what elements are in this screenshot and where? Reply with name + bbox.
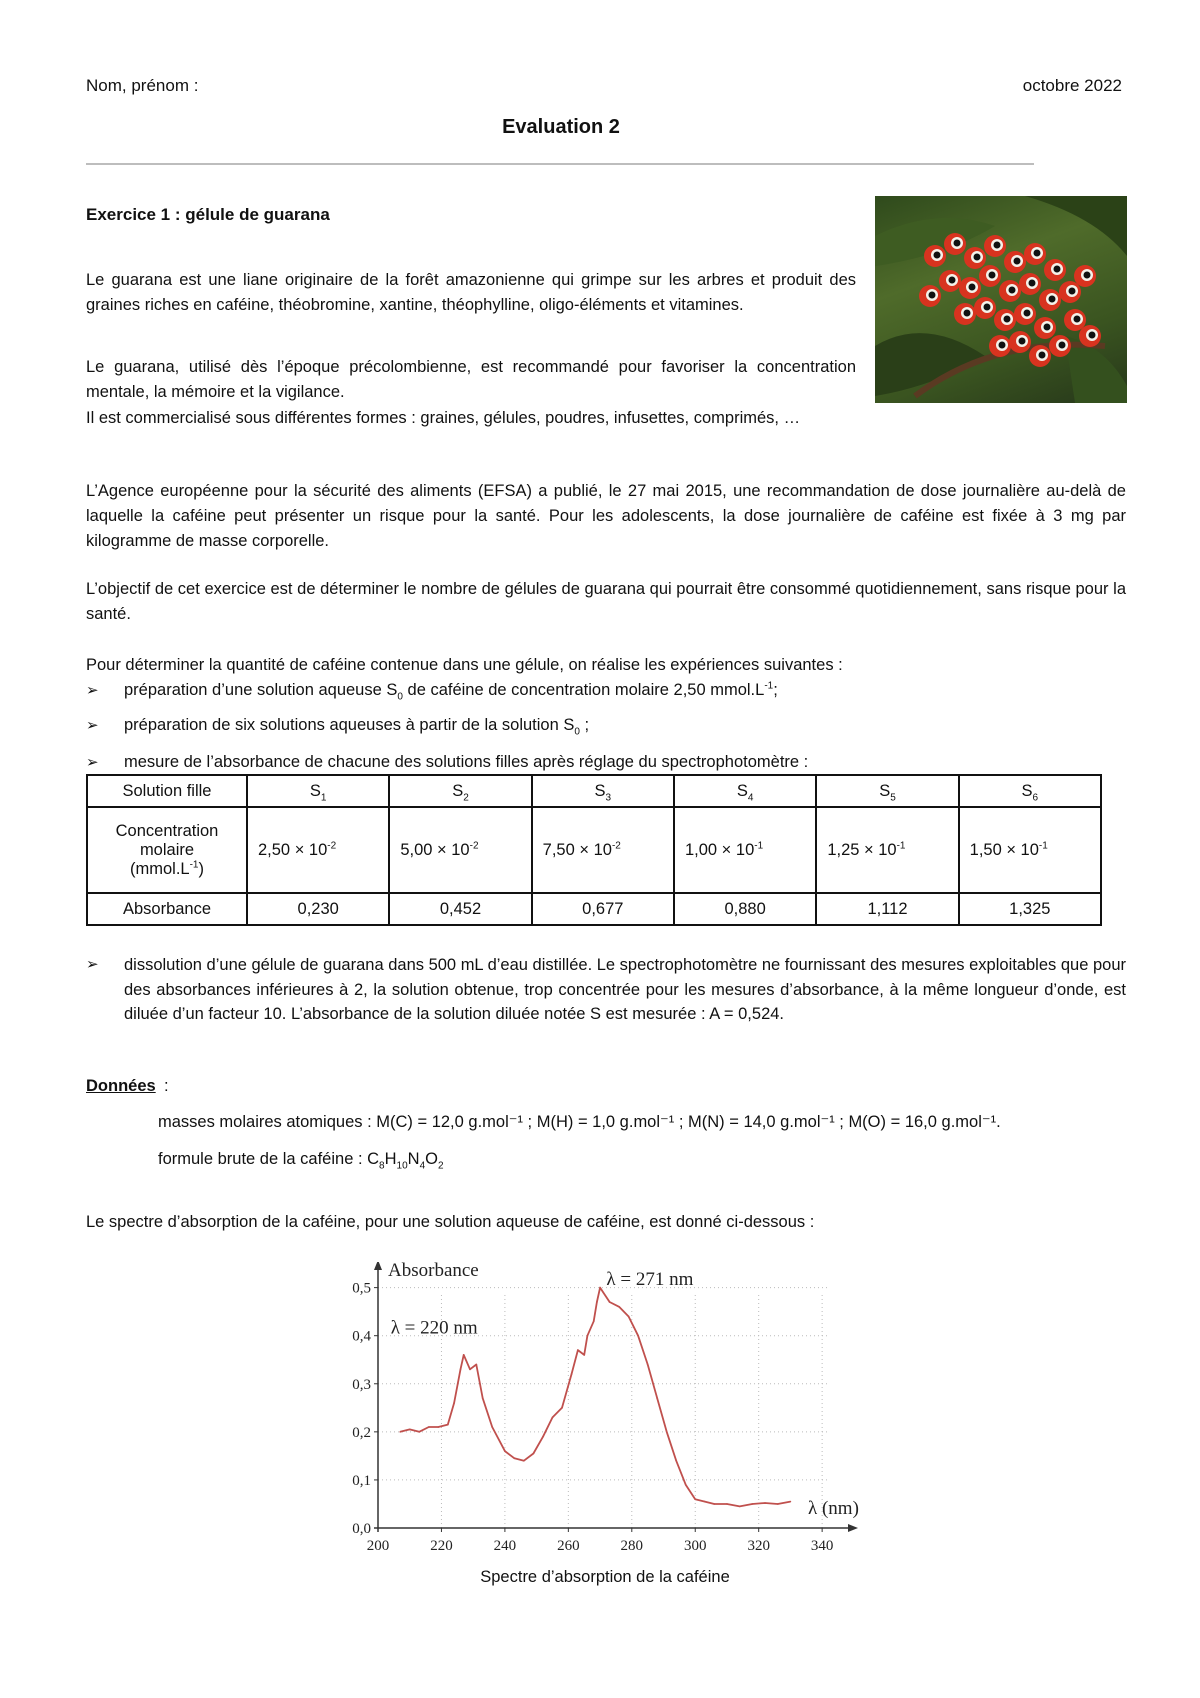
- data-point: [571, 1373, 573, 1375]
- peak-annotation-271: λ = 271 nm: [606, 1269, 694, 1291]
- y-tick-label: 0,4: [352, 1328, 371, 1345]
- berry-seed-shape: [1029, 280, 1036, 287]
- x-axis-arrow-icon: [848, 1524, 858, 1532]
- table-header-row: [87, 775, 1101, 807]
- x-tick-label: 340: [810, 1538, 834, 1554]
- data-point: [476, 1364, 478, 1366]
- table-header-cell: $S_6$: [959, 775, 1101, 807]
- x-tick-label: 300: [683, 1538, 707, 1554]
- data-point: [739, 1506, 741, 1508]
- berry-seed-shape: [969, 284, 976, 291]
- arrow-bullet-icon: ➢: [86, 682, 99, 699]
- data-point: [609, 1301, 611, 1303]
- data-point: [542, 1436, 544, 1438]
- data-point: [666, 1431, 668, 1433]
- x-tick-label: 240: [493, 1538, 517, 1554]
- data-point: [637, 1335, 639, 1337]
- berry-seed-shape: [1014, 258, 1021, 265]
- name-field-label: Nom, prénom :: [86, 76, 199, 95]
- x-tick-label: 220: [430, 1538, 453, 1554]
- y-tick-label: 0,0: [352, 1521, 371, 1537]
- data-point: [399, 1431, 401, 1433]
- data-point: [514, 1457, 516, 1459]
- berry-seed-shape: [1024, 310, 1031, 317]
- y-tick-label: 0,1: [352, 1472, 371, 1489]
- table-cell: $2,50 \times 10^{-2}$: [247, 807, 389, 893]
- efsa-paragraph: L’Agence européenne pour la sécurité des aliments (EFSA) a publié, le 27 mai 2015, une recommandation de dose journalière au-delà de laquelle la caféine peut présenter un risque pour la santé. Pour les adolescents, la dose journalière de caféine est fixée à 3 mg par kilogramme de masse corporelle.: [86, 482, 1126, 550]
- table-label-concentration: Concentration molaire $(mmol.L^{-1})$: [87, 807, 247, 893]
- dilution-table: [86, 774, 1102, 926]
- berry-seed-shape: [1034, 250, 1041, 257]
- berry-seed-shape: [1049, 296, 1056, 303]
- data-section-title: Données: [86, 1077, 156, 1095]
- guarana-fruit-illustration: [875, 196, 1127, 403]
- data-point: [523, 1460, 525, 1462]
- data-point: [469, 1369, 471, 1371]
- arrow-bullet-icon: ➢: [86, 754, 99, 771]
- arrow-bullet-icon: ➢: [86, 717, 99, 734]
- page-title: Evaluation 2: [502, 116, 620, 138]
- table-cell: 0,677: [532, 893, 674, 925]
- data-point: [587, 1335, 589, 1337]
- data-point: [428, 1426, 430, 1428]
- table-header-cell: $S_5$: [816, 775, 958, 807]
- data-point: [694, 1498, 696, 1500]
- y-tick-label: 0,2: [352, 1424, 371, 1441]
- berry-seed-shape: [1044, 324, 1051, 331]
- x-tick-label: 260: [557, 1538, 580, 1554]
- y-tick-label: 0,5: [352, 1280, 371, 1297]
- berry-seed-shape: [999, 342, 1006, 349]
- x-tick-label: 280: [620, 1538, 644, 1554]
- data-point: [628, 1316, 630, 1318]
- table-cell: 1,325: [959, 893, 1101, 925]
- table-cell: $7,50 \times 10^{-2}$: [532, 807, 674, 893]
- berry-seed-shape: [984, 304, 991, 311]
- data-point: [618, 1306, 620, 1308]
- data-point: [602, 1292, 604, 1294]
- table-header-cell: $S_2$: [389, 775, 531, 807]
- data-point: [409, 1429, 411, 1431]
- table-row-absorbance: [87, 893, 1101, 925]
- bullet-item-absorbance-measure: ➢ mesure de l’absorbance de chacune des solutions filles après réglage du spectrophotomètre :: [86, 750, 808, 775]
- x-tick-label: 320: [747, 1538, 770, 1554]
- berry-seed-shape: [929, 292, 936, 299]
- data-point: [704, 1501, 706, 1503]
- berry-seed-shape: [1074, 316, 1081, 323]
- intro-paragraph-2: Le guarana, utilisé dès l’époque précolombienne, est recommandé pour favoriser la concentration mentale, la mémoire et la vigilance.: [86, 358, 856, 401]
- data-point: [685, 1484, 687, 1486]
- table-cell: 0,452: [389, 893, 531, 925]
- caffeine-formula-line: formule brute de la caféine : $C_8H_{10}N_4O_2$: [158, 1150, 444, 1172]
- berry-seed-shape: [954, 240, 961, 247]
- data-point: [713, 1503, 715, 1505]
- molar-masses-line: masses molaires atomiques : M(C) = 12,0 g.mol⁻¹ ; M(H) = 1,0 g.mol⁻¹ ; M(N) = 14,0 g.mol⁻¹ ; M(O) = 16,0 g.mol⁻¹.: [158, 1113, 1001, 1131]
- exercise-title: Exercice 1 : gélule de guarana: [86, 205, 330, 224]
- data-point: [726, 1503, 728, 1505]
- data-point: [647, 1364, 649, 1366]
- x-axis-label: λ (nm): [808, 1498, 859, 1519]
- table-label-absorbance: Absorbance: [87, 893, 247, 925]
- table-cell: 0,230: [247, 893, 389, 925]
- objective-paragraph: L’objectif de cet exercice est de déterminer le nombre de gélules de guarana qui pourrait être consommé quotidiennement, sans risque pour la santé.: [86, 580, 1126, 623]
- chart-caption: Spectre d’absorption de la caféine: [480, 1568, 730, 1586]
- data-point: [504, 1450, 506, 1452]
- data-point: [656, 1397, 658, 1399]
- table-header-cell: $S_1$: [247, 775, 389, 807]
- date-label: octobre 2022: [1022, 76, 1122, 95]
- berry-seed-shape: [1069, 288, 1076, 295]
- data-point: [460, 1369, 462, 1371]
- data-point: [599, 1287, 601, 1289]
- data-point: [777, 1503, 779, 1505]
- berry-seed-shape: [1039, 352, 1046, 359]
- table-header-solution: Solution fille: [87, 775, 247, 807]
- bullet-item-dilutions: ➢ préparation de six solutions aqueuses à partir de la solution $S_0$ ;: [86, 713, 589, 738]
- data-point: [482, 1397, 484, 1399]
- bullet-item-stock-solution: ➢ préparation d’une solution aqueuse $S_0$ de caféine de concentration molaire 2,50 $mmol.L^{-1}$;: [86, 678, 778, 703]
- table-header-cell: $S_4$: [674, 775, 816, 807]
- data-point: [583, 1354, 585, 1356]
- data-point: [447, 1424, 449, 1426]
- absorption-spectrum-chart: [330, 1262, 870, 1562]
- y-tick-label: 0,3: [352, 1376, 371, 1393]
- bullet-item-capsule-dissolution: ➢ dissolution d’une gélule de guarana dans 500 mL d’eau distillée. Le spectrophotomètre ne fournissant des mesures exploitables que pour des absorbances inférieures à 2, la solution obtenue, trop concentrée pour les mesures d’absorbance, à la même longueur d’onde, est diluée d’un facteur 10. L’absorbance de la solution diluée notée S est mesurée : A = 0,524.: [86, 953, 1126, 1027]
- berry-seed-shape: [1019, 338, 1026, 345]
- data-point: [593, 1320, 595, 1322]
- y-axis-arrow-icon: [374, 1262, 382, 1270]
- berry-seed-shape: [1054, 266, 1061, 273]
- data-point: [552, 1417, 554, 1419]
- berry-seed-shape: [949, 277, 956, 284]
- data-point: [596, 1301, 598, 1303]
- data-point: [437, 1426, 439, 1428]
- berry-seed-shape: [1004, 316, 1011, 323]
- table-cell: 0,880: [674, 893, 816, 925]
- data-point: [453, 1402, 455, 1404]
- berry-seed-shape: [1084, 272, 1091, 279]
- data-point: [533, 1453, 535, 1455]
- table-header-cell: $S_3$: [532, 775, 674, 807]
- table-cell: $1,50 \times 10^{-1}$: [959, 807, 1101, 893]
- table-cell: $5,00 \times 10^{-2}$: [389, 807, 531, 893]
- data-point: [463, 1354, 465, 1356]
- data-point: [675, 1460, 677, 1462]
- berry-seed-shape: [964, 310, 971, 317]
- berry-seed-shape: [1009, 287, 1016, 294]
- table-cell: $1,00 \times 10^{-1}$: [674, 807, 816, 893]
- peak-annotation-220: λ = 220 nm: [390, 1317, 478, 1339]
- data-point: [790, 1501, 792, 1503]
- table-cell: $1,25 \times 10^{-1}$: [816, 807, 958, 893]
- berry-seed-shape: [934, 252, 941, 259]
- data-point: [491, 1426, 493, 1428]
- procedure-intro: Pour déterminer la quantité de caféine contenue dans une gélule, on réalise les expériences suivantes :: [86, 656, 843, 674]
- berry-seed-shape: [1089, 332, 1096, 339]
- spectrum-intro: Le spectre d’absorption de la caféine, pour une solution aqueuse de caféine, est donné ci-dessous :: [86, 1213, 815, 1231]
- title-divider: [86, 163, 1034, 165]
- x-tick-label: 200: [366, 1538, 390, 1554]
- data-section-colon: :: [164, 1077, 169, 1095]
- intro-paragraph-1: Le guarana est une liane originaire de la forêt amazonienne qui grimpe sur les arbres et produit des graines riches en caféine, théobromine, xantine, théophylline, oligo-éléments et vitamines.: [86, 271, 856, 314]
- berry-seed-shape: [974, 254, 981, 261]
- y-axis-label: Absorbance: [388, 1262, 479, 1281]
- data-point: [764, 1502, 766, 1504]
- intro-paragraph-3: Il est commercialisé sous différentes formes : graines, gélules, poudres, infusettes, comprimés, …: [86, 409, 801, 427]
- arrow-bullet-icon: ➢: [86, 956, 99, 973]
- berry-seed-shape: [1059, 342, 1066, 349]
- guarana-photo: [875, 196, 1127, 403]
- data-point: [752, 1503, 754, 1505]
- table-row-concentration: [87, 807, 1101, 893]
- berry-seed-shape: [994, 242, 1001, 249]
- data-point: [577, 1349, 579, 1351]
- data-point: [561, 1407, 563, 1409]
- data-point: [418, 1431, 420, 1433]
- berry-seed-shape: [989, 272, 996, 279]
- table-cell: 1,112: [816, 893, 958, 925]
